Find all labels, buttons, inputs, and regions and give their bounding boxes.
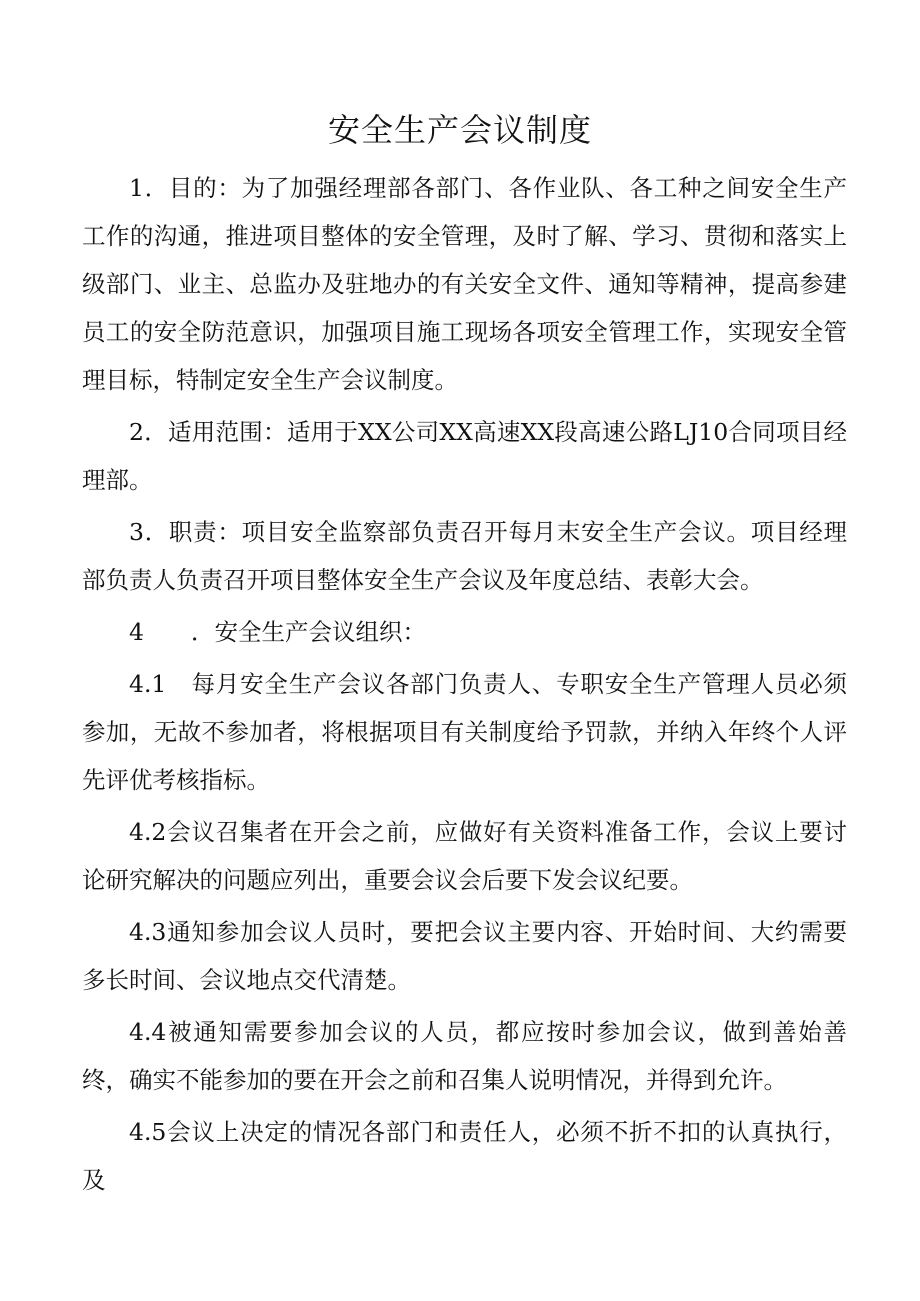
document-body — [82, 164, 847, 1208]
paragraph-responsibility: 3．职责：项目安全监察部负责召开每月末安全生产会议。项目经理部负责人负责召开项目整体安全生产会议及年度总结、表彰大会。 — [82, 518, 847, 594]
document-title: 安全生产会议制度 — [327, 111, 592, 149]
paragraph-4-3: 4.3通知参加会议人员时，要把会议主要内容、开始时间、大约需要多长时间、会议地点交代清楚。 — [82, 918, 847, 994]
paragraph-purpose: 1．目的：为了加强经理部各部门、各作业队、各工种之间安全生产工作的沟通，推进项目整体的安全管理，及时了解、学习、贯彻和落实上级部门、业主、总监办及驻地办的有关安全文件、通知等精神，提高参建员工的安全防范意识，加强项目施工现场各项安全管理工作，实现安全管理目标，特制定安全生产会议制度。 — [82, 174, 847, 394]
paragraph-scope: 2．适用范围：适用于XX公司XX高速XX段高速公路LJ10合同项目经理部。 — [82, 418, 847, 494]
paragraph-4-5: 4.5会议上决定的情况各部门和责任人，必须不折不扣的认真执行，及 — [82, 1118, 847, 1194]
paragraph-4-4: 4.4被通知需要参加会议的人员，都应按时参加会议，做到善始善终，确实不能参加的要在开会之前和召集人说明情况，并得到允许。 — [82, 1018, 847, 1094]
paragraph-4-1: 4.1 每月安全生产会议各部门负责人、专职安全生产管理人员必须参加，无故不参加者，将根据项目有关制度给予罚款，并纳入年终个人评先评优考核指标。 — [82, 670, 847, 794]
paragraph-organization-heading: 4 ．安全生产会议组织： — [129, 618, 426, 646]
paragraph-4-2: 4.2会议召集者在开会之前，应做好有关资料准备工作，会议上要讨论研究解决的问题应列出，重要会议会后要下发会议纪要。 — [82, 818, 847, 894]
